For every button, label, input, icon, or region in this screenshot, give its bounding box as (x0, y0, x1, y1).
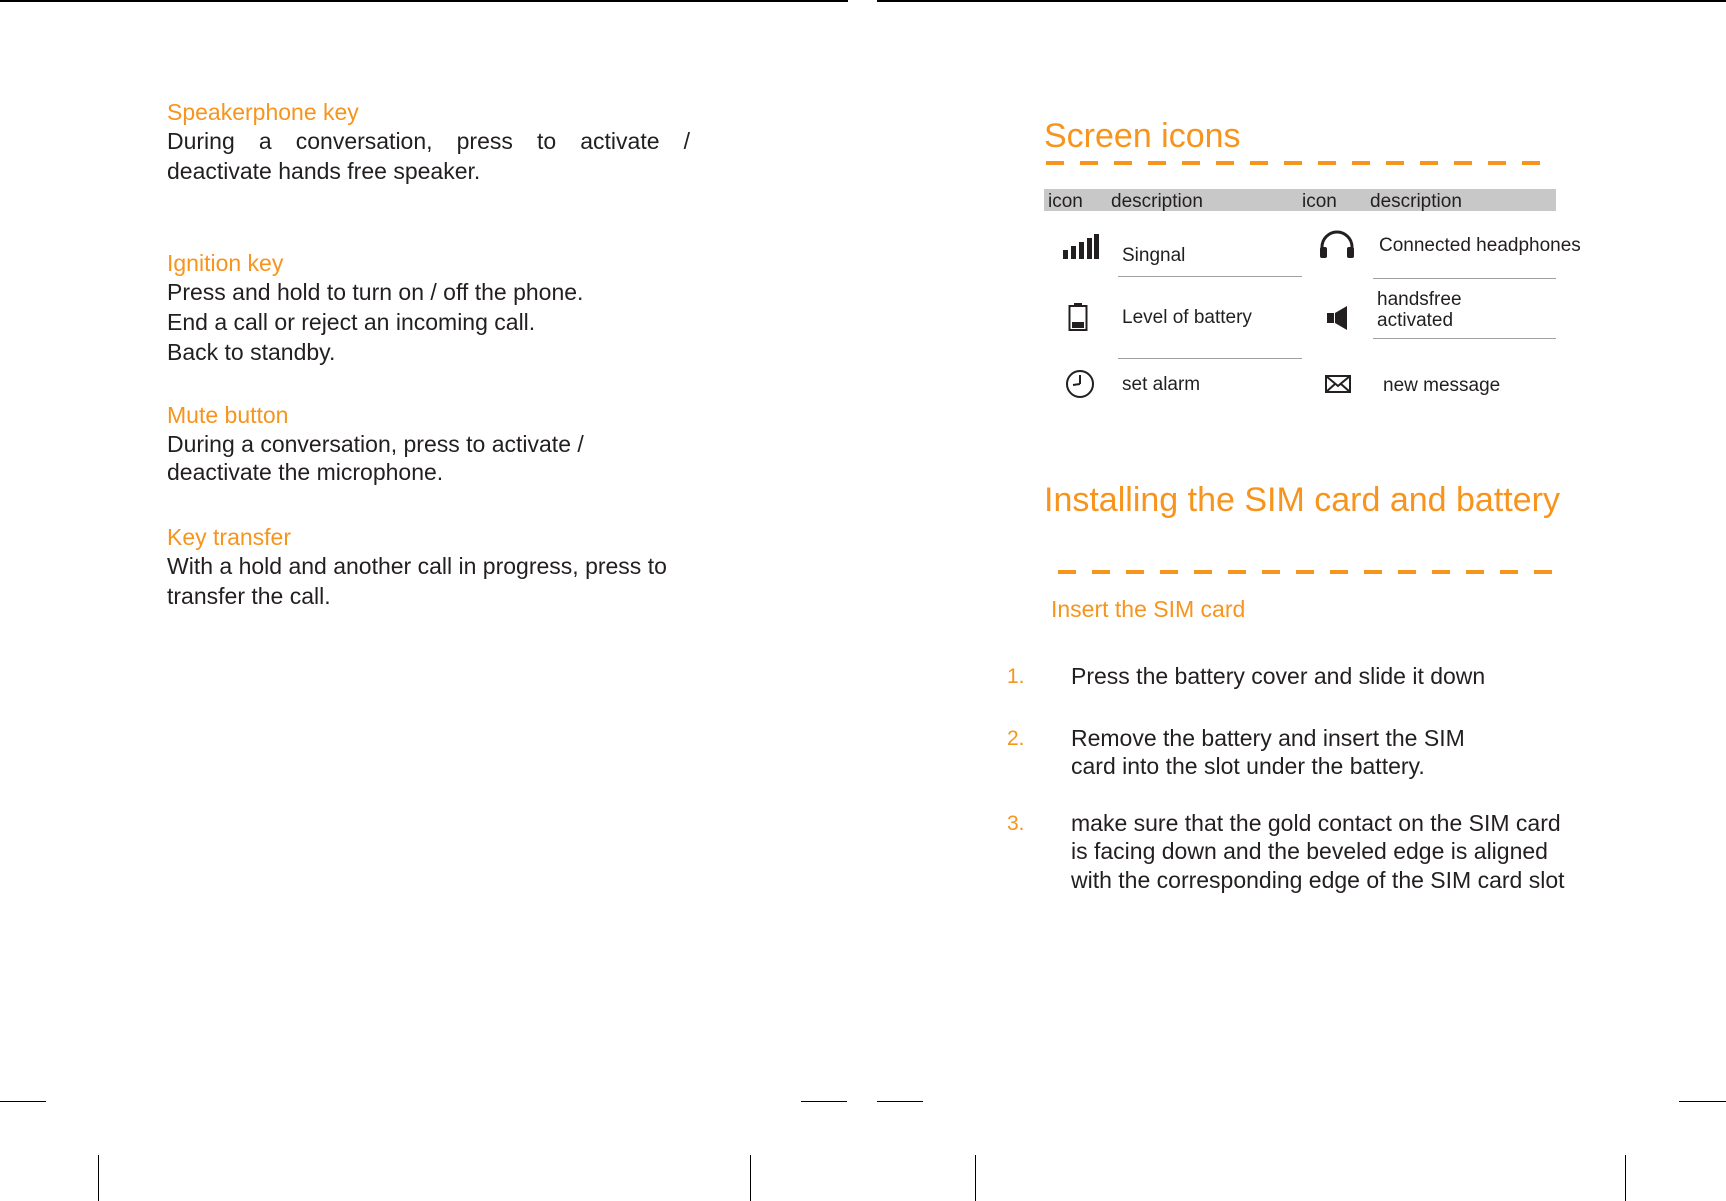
step-text: Press the battery cover and slide it down (1071, 663, 1486, 689)
battery-icon (1067, 302, 1089, 332)
header-icon: icon (1302, 191, 1337, 212)
headphones-icon (1318, 230, 1356, 260)
row-separator (1373, 338, 1556, 339)
speakerphone-key-line: deactivate hands free speaker. (167, 158, 481, 184)
icon-description: set alarm (1122, 374, 1201, 395)
mute-button-title: Mute button (167, 402, 289, 428)
key-transfer-title: Key transfer (167, 524, 291, 550)
row-separator (1118, 276, 1302, 277)
crop-mark (801, 1101, 847, 1102)
dashed-divider (1046, 161, 1556, 165)
icon-description: Singnal (1122, 245, 1186, 266)
crop-mark (1625, 1155, 1626, 1201)
step-text: with the corresponding edge of the SIM card slot (1071, 867, 1565, 893)
icon-description: handsfree (1377, 289, 1462, 310)
ignition-key-line: End a call or reject an incoming call. (167, 309, 536, 335)
icon-description: new message (1383, 375, 1501, 396)
speakerphone-key-line: During a conversation, press to activate / (167, 128, 690, 154)
icon-description: activated (1377, 310, 1454, 331)
header-description: description (1370, 191, 1462, 212)
screen-icons-title: Screen icons (1044, 117, 1241, 155)
speaker-icon (1325, 304, 1353, 332)
crop-mark (975, 1155, 976, 1201)
row-separator (1373, 278, 1556, 279)
envelope-icon (1324, 374, 1352, 394)
key-transfer-line: transfer the call. (167, 583, 331, 609)
ignition-key-title: Ignition key (167, 250, 284, 276)
step-number: 3. (1007, 812, 1025, 835)
icon-description: Connected headphones (1379, 235, 1581, 256)
alarm-clock-icon (1065, 369, 1095, 399)
crop-mark (750, 1155, 751, 1201)
crop-mark (98, 1155, 99, 1201)
step-text: card into the slot under the battery. (1071, 753, 1425, 779)
crop-mark (877, 1101, 923, 1102)
key-transfer-line: With a hold and another call in progress, press to (167, 553, 667, 579)
step-number: 2. (1007, 727, 1025, 750)
dashed-divider (1058, 570, 1556, 574)
top-rule-right (877, 0, 1726, 2)
ignition-key-line: Press and hold to turn on / off the phone. (167, 279, 584, 305)
mute-button-line: During a conversation, press to activate / (167, 431, 584, 457)
step-number: 1. (1007, 665, 1025, 688)
header-icon: icon (1048, 191, 1083, 212)
step-text: Remove the battery and insert the SIM (1071, 725, 1465, 751)
installing-title: Installing the SIM card and battery (1044, 481, 1560, 519)
step-text: make sure that the gold contact on the SIM card (1071, 810, 1561, 836)
insert-sim-subtitle: Insert the SIM card (1051, 596, 1246, 622)
step-text: is facing down and the beveled edge is aligned (1071, 838, 1548, 864)
icon-description: Level of battery (1122, 307, 1252, 328)
crop-mark (1679, 1101, 1726, 1102)
top-rule-left (0, 0, 848, 2)
ignition-key-line: Back to standby. (167, 339, 336, 365)
speakerphone-key-title: Speakerphone key (167, 99, 359, 125)
row-separator (1118, 358, 1302, 359)
crop-mark (0, 1101, 46, 1102)
header-description: description (1111, 191, 1203, 212)
mute-button-line: deactivate the microphone. (167, 459, 444, 485)
signal-icon (1062, 234, 1100, 260)
